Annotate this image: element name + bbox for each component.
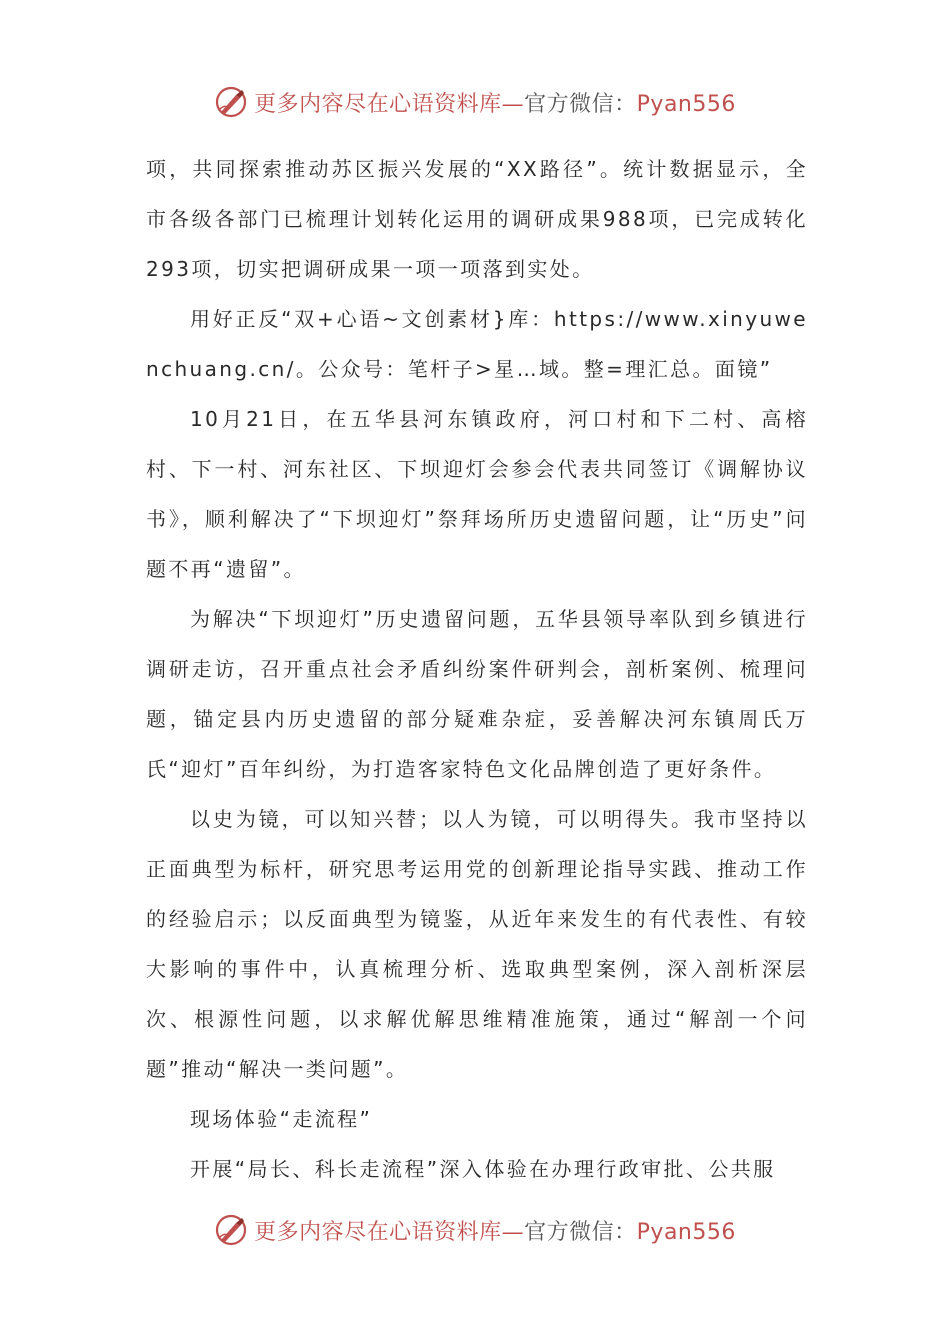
banner-wechat-label: 官方微信： xyxy=(524,91,637,117)
header-banner xyxy=(0,82,950,122)
banner-text xyxy=(254,87,736,118)
paragraph-1: 项，共同探索推动苏区振兴发展的“XX路径”。统计数据显示，全市各级各部门已梳理计划转化运用的调研成果988项，已完成转化293项，切实把调研成果一项一项落到实处。 xyxy=(146,157,808,281)
paragraph-3: 10月21日，在五华县河东镇政府，河口村和下二村、高榕村、下一村、河东社区、下坝迎灯会参会代表共同签订《调解协议书》，顺利解决了“下坝迎灯”祭拜场所历史遗留问题，让“历史”问题不再“遗留”。 xyxy=(146,407,808,581)
banner-separator: — xyxy=(501,1219,525,1245)
banner-separator: — xyxy=(501,91,525,117)
banner-brand: 更多内容尽在心语资料库 xyxy=(254,1219,502,1245)
banner-wechat-id: Pyan556 xyxy=(636,1219,736,1245)
paragraph-6: 开展“局长、科长走流程”深入体验在办理行政审批、公共服 xyxy=(190,1157,776,1181)
banner-wechat-id: Pyan556 xyxy=(636,91,736,117)
footer-banner xyxy=(0,1210,950,1250)
pen-logo-icon xyxy=(214,1213,248,1247)
section-heading: 现场体验“走流程” xyxy=(190,1107,373,1131)
banner-wechat-label: 官方微信： xyxy=(524,1219,637,1245)
banner-text xyxy=(254,1215,736,1246)
banner-brand: 更多内容尽在心语资料库 xyxy=(254,91,502,117)
paragraph-2: 用好正反“双+心语~文创素材}库：https://www.xinyuwenchuang.cn/。公众号：笔杆子>星…域。整=理汇总。面镜” xyxy=(146,307,808,381)
document-body xyxy=(146,144,808,1194)
pen-logo-icon xyxy=(214,85,248,119)
paragraph-5: 以史为镜，可以知兴替；以人为镜，可以明得失。我市坚持以正面典型为标杆，研究思考运用党的创新理论指导实践、推动工作的经验启示；以反面典型为镜鉴，从近年来发生的有代表性、有较大影响的事件中，认真梳理分析、选取典型案例，深入剖析深层次、根源性问题，以求解优解思维精准施策，通过“解剖一个问题”推动“解决一类问题”。 xyxy=(146,807,808,1081)
paragraph-4: 为解决“下坝迎灯”历史遗留问题，五华县领导率队到乡镇进行调研走访，召开重点社会矛盾纠纷案件研判会，剖析案例、梳理问题，锚定县内历史遗留的部分疑难杂症，妥善解决河东镇周氏万氏“迎灯”百年纠纷，为打造客家特色文化品牌创造了更好条件。 xyxy=(146,607,808,781)
